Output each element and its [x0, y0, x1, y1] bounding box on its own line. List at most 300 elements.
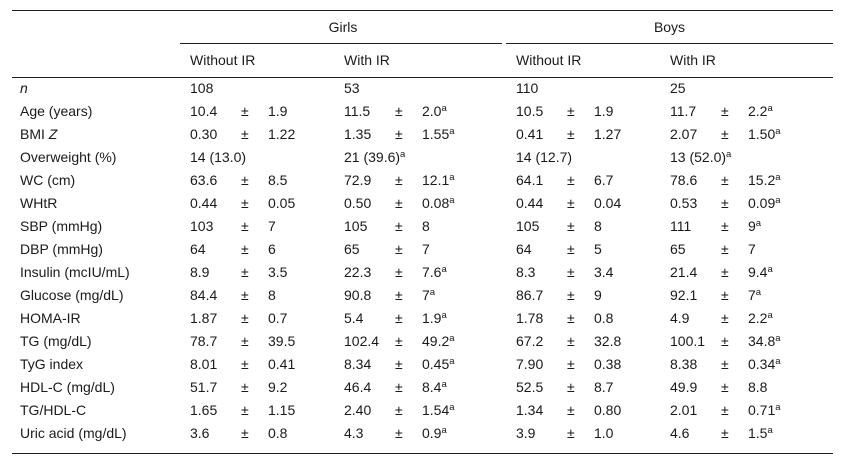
cell-mean: 49.9	[670, 379, 698, 395]
cell-mean: 10.4	[190, 103, 218, 119]
cell-sd	[268, 195, 295, 211]
cell-sd	[268, 103, 287, 119]
cell-mean: 7.90	[516, 356, 544, 372]
significance-mark: a	[449, 172, 455, 183]
cell-mean: 21.4	[670, 264, 698, 280]
sd-value: 0.04	[594, 195, 622, 211]
cell-mean: 86.7	[516, 287, 544, 303]
cell-mean: 22.3	[344, 264, 372, 280]
sd-value: 1.9	[268, 103, 288, 119]
sd-value: 0.80	[594, 402, 622, 418]
cell-sd	[268, 287, 276, 303]
cell-mean: 72.9	[344, 172, 372, 188]
cell-mean: 0.53	[670, 195, 698, 211]
cell-sd	[748, 402, 781, 418]
sd-value: 7	[748, 241, 756, 257]
sd-value: 7	[268, 218, 276, 234]
sd-value: 7	[422, 287, 430, 303]
subheader-boys-without-ir: Without IR	[516, 52, 582, 68]
sd-value: 15.2	[748, 172, 776, 188]
cell-sd	[422, 287, 435, 303]
cell-sd	[594, 218, 602, 234]
row-label	[20, 356, 83, 372]
cell-sd	[268, 172, 287, 188]
sd-value: 0.9	[422, 425, 442, 441]
cell-mean: 8.38	[670, 356, 698, 372]
table-cell	[344, 149, 405, 165]
cell-mean: 51.7	[190, 379, 218, 395]
row-label-text: BMI	[20, 126, 49, 142]
plus-minus-sign: ±	[721, 195, 729, 211]
sd-value: 9.2	[268, 379, 288, 395]
plus-minus-sign: ±	[721, 356, 729, 372]
cell-mean: 78.6	[670, 172, 698, 188]
cell-sd	[268, 379, 287, 395]
plus-minus-sign: ±	[395, 402, 403, 418]
sd-value: 6.7	[594, 172, 614, 188]
significance-mark: a	[441, 379, 447, 390]
cell-mean: 1.78	[516, 310, 544, 326]
cell-sd	[422, 379, 447, 395]
cell-sd	[748, 356, 781, 372]
sd-value: 0.71	[748, 402, 776, 418]
significance-mark: a	[775, 172, 781, 183]
sd-value: 3.5	[268, 264, 288, 280]
plus-minus-sign: ±	[721, 103, 729, 119]
row-label-text: Overweight (%)	[20, 149, 117, 165]
row-label-text: TG (mg/dL)	[20, 333, 92, 349]
cell-mean: 8.01	[190, 356, 218, 372]
cell-mean: 64.1	[516, 172, 544, 188]
cell-mean: 84.4	[190, 287, 218, 303]
row-label-text: Uric acid (mg/dL)	[20, 425, 127, 441]
cell-mean: 0.44	[190, 195, 218, 211]
table-cell	[516, 80, 538, 96]
header-girls: Girls	[328, 19, 358, 35]
cell-mean: 92.1	[670, 287, 698, 303]
plus-minus-sign: ±	[567, 379, 575, 395]
cell-mean: 11.5	[344, 103, 371, 119]
significance-mark: a	[755, 287, 762, 298]
plus-minus-sign: ±	[395, 264, 403, 280]
plus-minus-sign: ±	[721, 241, 729, 257]
row-label	[20, 195, 57, 211]
sd-value: 8.5	[268, 172, 288, 188]
cell-value: 14 (13.0)	[190, 149, 247, 165]
cell-sd	[268, 333, 295, 349]
row-label	[20, 126, 57, 142]
plus-minus-sign: ±	[241, 195, 249, 211]
sd-value: 7	[422, 241, 430, 257]
sd-value: 0.8	[268, 425, 288, 441]
sd-value: 3.4	[594, 264, 614, 280]
cell-sd	[594, 126, 621, 142]
sd-value: 8	[594, 218, 602, 234]
sd-value: 0.05	[268, 195, 296, 211]
plus-minus-sign: ±	[721, 287, 729, 303]
cell-mean: 52.5	[516, 379, 544, 395]
sd-value: 2.2	[748, 310, 768, 326]
sd-value: 9	[748, 218, 756, 234]
cell-sd	[594, 310, 613, 326]
sd-value: 1.9	[422, 310, 442, 326]
plus-minus-sign: ±	[567, 172, 575, 188]
table-cell	[190, 80, 213, 96]
cell-mean: 1.87	[190, 310, 218, 326]
plus-minus-sign: ±	[395, 379, 403, 395]
cell-value: 108	[190, 80, 214, 96]
cell-mean: 65	[670, 241, 686, 257]
plus-minus-sign: ±	[241, 126, 249, 142]
plus-minus-sign: ±	[567, 356, 575, 372]
cell-value: 21 (39.6)	[344, 149, 401, 165]
cell-sd	[594, 379, 613, 395]
sd-value: 1.0	[594, 425, 614, 441]
plus-minus-sign: ±	[395, 287, 403, 303]
cell-sd	[748, 379, 767, 395]
sd-value: 39.5	[268, 333, 296, 349]
row-label-text: WHtR	[20, 195, 58, 211]
row-label	[20, 218, 102, 234]
plus-minus-sign: ±	[721, 425, 729, 441]
plus-minus-sign: ±	[241, 264, 249, 280]
cell-sd	[748, 126, 781, 142]
cell-sd	[422, 241, 430, 257]
sd-value: 0.34	[748, 356, 776, 372]
plus-minus-sign: ±	[721, 126, 729, 142]
significance-mark: a	[449, 126, 455, 137]
cell-sd	[748, 241, 756, 257]
cell-mean: 90.8	[344, 287, 372, 303]
cell-sd	[594, 195, 621, 211]
girls-group-rule	[180, 43, 502, 44]
plus-minus-sign: ±	[395, 126, 403, 142]
plus-minus-sign: ±	[395, 241, 403, 257]
row-label	[20, 287, 123, 303]
cell-mean: 64	[516, 241, 532, 257]
cell-mean: 3.9	[516, 425, 536, 441]
cell-sd	[268, 356, 295, 372]
cell-value: 53	[344, 80, 360, 96]
cell-value: 14 (12.7)	[516, 149, 573, 165]
sd-value: 8	[422, 218, 430, 234]
cell-sd	[422, 195, 455, 211]
table-cell	[670, 80, 686, 96]
row-label	[20, 103, 92, 119]
table-cell	[516, 149, 572, 165]
row-label-text: DBP (mmHg)	[20, 241, 103, 257]
plus-minus-sign: ±	[567, 310, 575, 326]
subheader-girls-with-ir: With IR	[344, 52, 390, 68]
row-label	[20, 80, 28, 96]
plus-minus-sign: ±	[241, 379, 249, 395]
sd-value: 1.5	[748, 425, 768, 441]
cell-sd	[268, 425, 287, 441]
sd-value: 1.22	[268, 126, 296, 142]
cell-mean: 64	[190, 241, 206, 257]
significance-mark: a	[400, 149, 406, 160]
significance-mark: a	[429, 287, 436, 298]
cell-mean: 100.1	[670, 333, 706, 349]
sd-value: 1.15	[268, 402, 296, 418]
significance-mark: a	[775, 402, 781, 413]
cell-sd	[748, 103, 773, 119]
plus-minus-sign: ±	[721, 379, 729, 395]
significance-mark: a	[775, 195, 781, 206]
significance-mark: a	[726, 149, 732, 160]
significance-mark: a	[449, 333, 455, 344]
sd-value: 8	[268, 287, 276, 303]
plus-minus-sign: ±	[395, 356, 403, 372]
cell-sd	[748, 218, 761, 234]
row-label-text: HDL-C (mg/dL)	[20, 379, 115, 395]
significance-mark: a	[767, 103, 773, 114]
cell-sd	[594, 333, 621, 349]
row-label-text: n	[20, 80, 28, 96]
cell-mean: 67.2	[516, 333, 544, 349]
cell-sd	[268, 264, 287, 280]
significance-mark: a	[441, 103, 447, 114]
sd-value: 1.27	[594, 126, 622, 142]
sd-value: 34.8	[748, 333, 776, 349]
significance-mark: a	[767, 264, 773, 275]
sd-value: 7.6	[422, 264, 442, 280]
row-label	[20, 149, 116, 165]
plus-minus-sign: ±	[567, 195, 575, 211]
sd-value: 1.50	[748, 126, 776, 142]
cell-mean: 63.6	[190, 172, 218, 188]
cell-mean: 4.6	[670, 425, 690, 441]
row-label	[20, 310, 81, 326]
sd-value: 5	[594, 241, 602, 257]
table-cell	[344, 80, 360, 96]
sd-value: 0.45	[422, 356, 450, 372]
cell-mean: 0.30	[190, 126, 218, 142]
sd-value: 2.0	[422, 103, 442, 119]
row-label	[20, 241, 103, 257]
row-label-text: Age (years)	[20, 103, 93, 119]
cell-mean: 103	[190, 218, 214, 234]
plus-minus-sign: ±	[395, 172, 403, 188]
plus-minus-sign: ±	[241, 218, 249, 234]
cell-sd	[594, 287, 602, 303]
cell-sd	[594, 172, 613, 188]
cell-mean: 5.4	[344, 310, 364, 326]
sd-value: 8.7	[594, 379, 614, 395]
header-boys: Boys	[653, 19, 686, 35]
plus-minus-sign: ±	[241, 356, 249, 372]
plus-minus-sign: ±	[567, 425, 575, 441]
cell-sd	[422, 310, 447, 326]
plus-minus-sign: ±	[567, 126, 575, 142]
cell-sd	[594, 241, 602, 257]
plus-minus-sign: ±	[395, 103, 403, 119]
plus-minus-sign: ±	[241, 402, 249, 418]
plus-minus-sign: ±	[241, 287, 249, 303]
cell-sd	[748, 172, 781, 188]
row-label	[20, 379, 115, 395]
sd-value: 12.1	[422, 172, 450, 188]
cell-sd	[594, 264, 613, 280]
cell-mean: 0.44	[516, 195, 544, 211]
cell-sd	[422, 264, 447, 280]
sd-value: 6	[268, 241, 276, 257]
cell-sd	[268, 402, 295, 418]
significance-mark: a	[441, 425, 447, 436]
significance-mark: a	[775, 126, 781, 137]
plus-minus-sign: ±	[241, 333, 249, 349]
subheader-girls-without-ir: Without IR	[190, 52, 256, 68]
sd-value: 8.8	[748, 379, 768, 395]
plus-minus-sign: ±	[395, 310, 403, 326]
cell-sd	[748, 195, 781, 211]
cell-sd	[422, 356, 455, 372]
sd-value: 1.55	[422, 126, 450, 142]
cell-sd	[748, 264, 773, 280]
plus-minus-sign: ±	[395, 218, 403, 234]
cell-mean: 4.9	[670, 310, 690, 326]
row-label	[20, 333, 92, 349]
cell-mean: 8.9	[190, 264, 210, 280]
row-label	[20, 425, 127, 441]
plus-minus-sign: ±	[721, 310, 729, 326]
row-label-text: HOMA-IR	[20, 310, 81, 326]
table-cell	[670, 149, 731, 165]
cell-mean: 78.7	[190, 333, 218, 349]
row-label	[20, 264, 130, 280]
significance-mark: a	[767, 425, 773, 436]
row-label	[20, 402, 86, 418]
sd-value: 0.08	[422, 195, 450, 211]
row-label-text: SBP (mmHg)	[20, 218, 103, 234]
row-label-text: WC (cm)	[20, 172, 76, 188]
cell-mean: 1.65	[190, 402, 218, 418]
significance-mark: a	[767, 310, 773, 321]
cell-mean: 2.01	[670, 402, 698, 418]
cell-mean: 4.3	[344, 425, 364, 441]
cell-mean: 105	[344, 218, 368, 234]
cell-sd	[594, 356, 621, 372]
row-label-text: Glucose (mg/dL)	[20, 287, 124, 303]
cell-mean: 2.07	[670, 126, 698, 142]
significance-mark: a	[449, 402, 455, 413]
top-rule	[12, 10, 833, 11]
sd-value: 0.09	[748, 195, 776, 211]
cell-sd	[594, 103, 613, 119]
plus-minus-sign: ±	[567, 103, 575, 119]
plus-minus-sign: ±	[395, 425, 403, 441]
plus-minus-sign: ±	[721, 264, 729, 280]
cell-sd	[594, 402, 621, 418]
cell-mean: 0.50	[344, 195, 372, 211]
row-label-text: TyG index	[20, 356, 84, 372]
plus-minus-sign: ±	[567, 264, 575, 280]
cell-sd	[268, 310, 287, 326]
cell-value: 13 (52.0)	[670, 149, 727, 165]
significance-mark: a	[775, 356, 781, 367]
cell-sd	[748, 310, 773, 326]
sd-value: 0.7	[268, 310, 288, 326]
plus-minus-sign: ±	[721, 333, 729, 349]
plus-minus-sign: ±	[721, 172, 729, 188]
plus-minus-sign: ±	[567, 218, 575, 234]
subheader-boys-with-ir: With IR	[670, 52, 716, 68]
cell-sd	[268, 218, 276, 234]
plus-minus-sign: ±	[721, 402, 729, 418]
cell-mean: 46.4	[344, 379, 372, 395]
cell-mean: 8.34	[344, 356, 372, 372]
plus-minus-sign: ±	[395, 195, 403, 211]
sd-value: 32.8	[594, 333, 622, 349]
sd-value: 0.8	[594, 310, 614, 326]
plus-minus-sign: ±	[241, 172, 249, 188]
plus-minus-sign: ±	[241, 103, 249, 119]
row-label-text: TG/HDL-C	[20, 402, 87, 418]
plus-minus-sign: ±	[567, 287, 575, 303]
cell-mean: 0.41	[516, 126, 544, 142]
cell-sd	[422, 103, 447, 119]
cell-sd	[268, 241, 276, 257]
header-rule	[12, 77, 833, 78]
plus-minus-sign: ±	[721, 218, 729, 234]
plus-minus-sign: ±	[567, 402, 575, 418]
cell-sd	[748, 333, 781, 349]
cell-sd	[422, 218, 430, 234]
cell-mean: 10.5	[516, 103, 544, 119]
cell-sd	[748, 425, 773, 441]
cell-mean: 65	[344, 241, 360, 257]
significance-mark: a	[449, 195, 455, 206]
significance-mark: a	[449, 356, 455, 367]
plus-minus-sign: ±	[395, 333, 403, 349]
plus-minus-sign: ±	[567, 241, 575, 257]
row-label-italic: Z	[48, 126, 58, 142]
plus-minus-sign: ±	[241, 310, 249, 326]
cell-sd	[422, 172, 455, 188]
bottom-rule	[12, 453, 833, 454]
significance-mark: a	[775, 333, 781, 344]
cell-sd	[422, 333, 455, 349]
cell-value: 25	[670, 80, 686, 96]
cell-mean: 111	[670, 218, 692, 234]
significance-mark: a	[441, 264, 447, 275]
plus-minus-sign: ±	[241, 425, 249, 441]
cell-sd	[594, 425, 613, 441]
sd-value: 9.4	[748, 264, 768, 280]
plus-minus-sign: ±	[241, 241, 249, 257]
cell-mean: 8.3	[516, 264, 536, 280]
sd-value: 9	[594, 287, 602, 303]
sd-value: 0.38	[594, 356, 622, 372]
cell-mean: 102.4	[344, 333, 380, 349]
table-cell	[190, 149, 246, 165]
cell-mean: 1.35	[344, 126, 372, 142]
sd-value: 2.2	[748, 103, 768, 119]
cell-sd	[748, 287, 761, 303]
plus-minus-sign: ±	[567, 333, 575, 349]
cell-value: 110	[516, 80, 539, 96]
row-label	[20, 172, 75, 188]
cell-sd	[422, 402, 455, 418]
boys-group-rule	[506, 43, 833, 44]
sd-value: 1.54	[422, 402, 450, 418]
significance-mark: a	[441, 310, 447, 321]
cell-sd	[422, 425, 447, 441]
sd-value: 7	[748, 287, 756, 303]
row-label-text: Insulin (mcIU/mL)	[20, 264, 130, 280]
sd-value: 0.41	[268, 356, 296, 372]
sd-value: 1.9	[594, 103, 614, 119]
